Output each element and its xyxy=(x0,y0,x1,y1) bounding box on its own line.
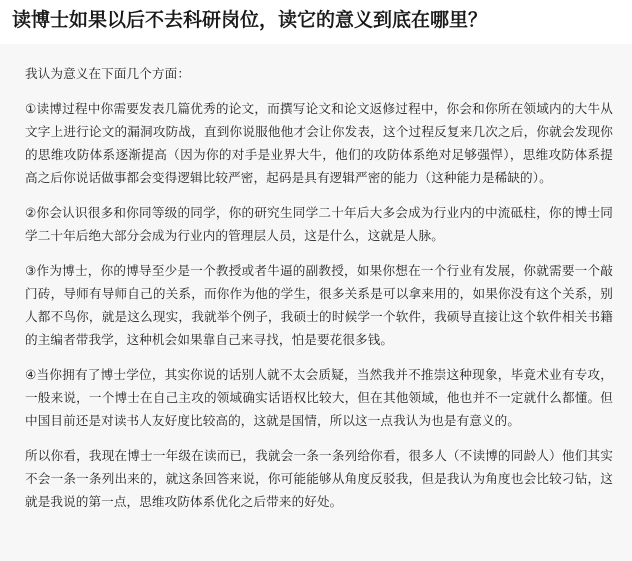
answer-paragraph-3: ③作为博士，你的博导至少是一个教授或者牛逼的副教授，如果你想在一个行业有发展，你就需要一个敲门砖，导师有导师自己的关系，而你作为他的学生，很多关系是可以拿来用的，如果你没有这个关系，别人都不鸟你，就是这么现实，我就举个例子，我硕士的时候学一个软件，我硕导直接让这个软件相关书籍的主编者带我学，这种机会如果靠自己来寻找，怕是要花很多钱。 xyxy=(25,263,613,347)
question-header xyxy=(0,0,632,44)
question-title: 读博士如果以后不去科研岗位，读它的意义到底在哪里？ xyxy=(12,9,488,31)
answer-paragraph-5: 所以你看，我现在博士一年级在读而已，我就会一条一条列给你看，很多人（不读博的同龄人）他们其实不会一条一条列出来的，就这条回答来说，你可能能够从角度反驳我，但是我认为角度也会比较刁钻，这就是我说的第一点，思维攻防体系优化之后带来的好处。 xyxy=(25,448,613,509)
answer-intro: 我认为意义在下面几个方面： xyxy=(25,66,191,81)
answer-body xyxy=(25,62,613,525)
answer-paragraph-2: ②你会认识很多和你同等级的同学，你的研究生同学二十年后大多会成为行业内的中流砥柱，你的博士同学二十年后绝大部分会成为行业内的管理层人员，这是什么，这就是人脉。 xyxy=(25,205,613,243)
answer-content xyxy=(0,44,632,561)
answer-paragraph-1: ①读博过程中你需要发表几篇优秀的论文，而撰写论文和论文返修过程中，你会和你所在领域内的大牛从文字上进行论文的漏洞攻防战，直到你说服他他才会让你发表，这个过程反复来几次之后，你就会发现你的思维攻防体系逐渐提高（因为你的对手是业界大牛，他们的攻防体系绝对足够强悍），思维攻防体系提高之后你说话做事都会变得逻辑比较严密，起码是具有逻辑严密的能力（这种能力是稀缺的）。 xyxy=(25,101,613,185)
answer-paragraph-4: ④当你拥有了博士学位，其实你说的话别人就不太会质疑，当然我并不推崇这种现象，毕竟术业有专攻，一般来说，一个博士在自己主攻的领域确实话语权比较大，但在其他领域，他也并不一定就什么都懂。但中国目前还是对读书人友好度比较高的，这就是国情，所以这一点我认为也是有意义的。 xyxy=(25,367,613,428)
